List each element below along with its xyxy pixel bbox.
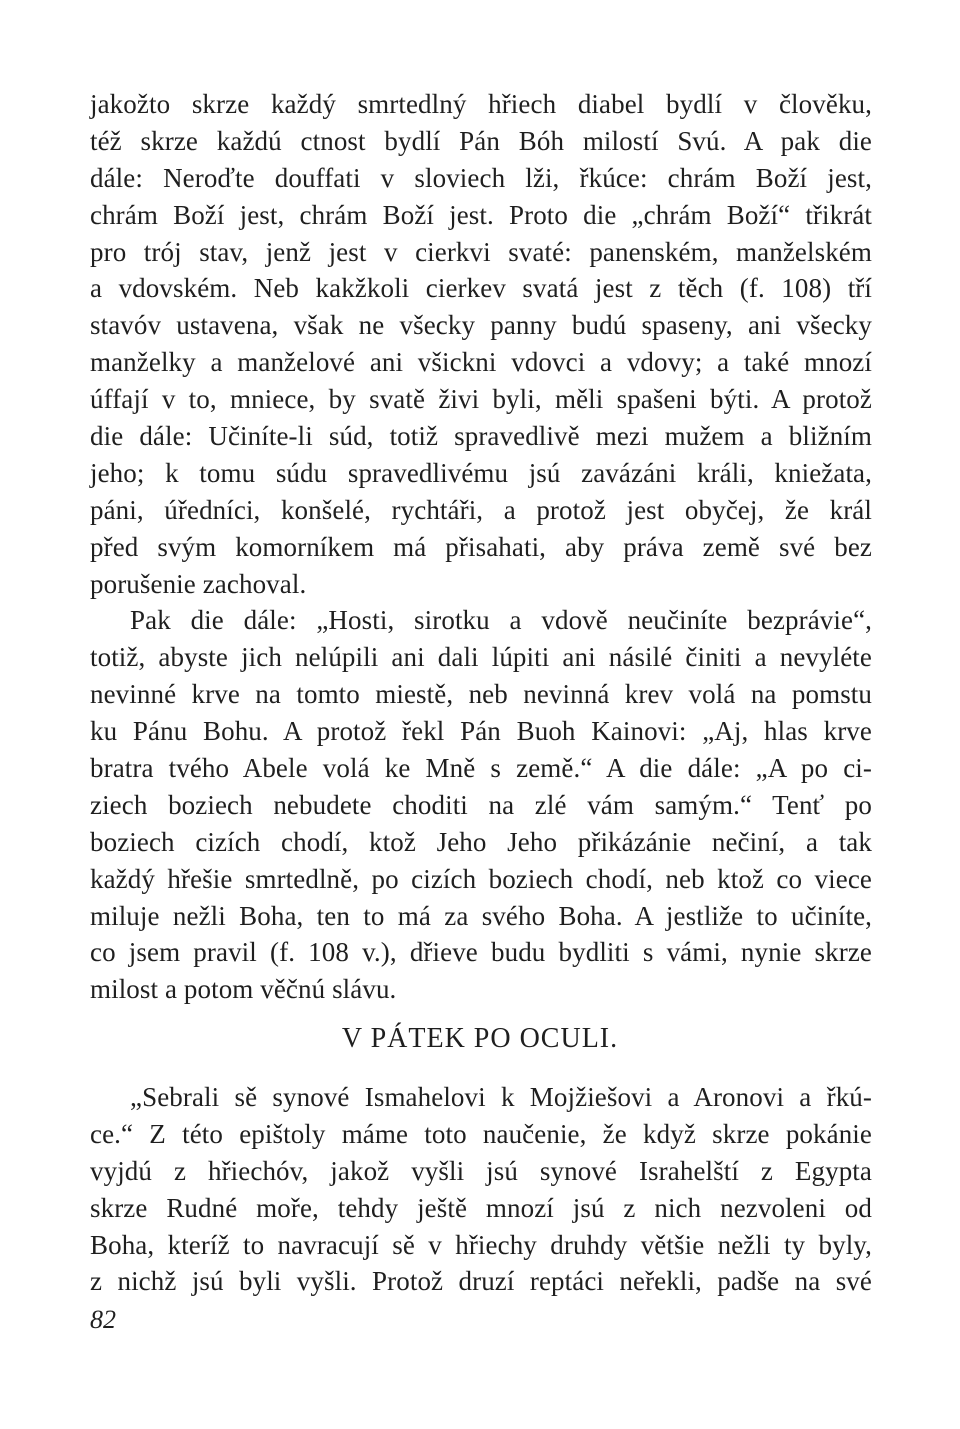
text-line: pro trój stav, jenž jest v cierkvi svaté: panenském, manželském: [90, 236, 872, 267]
text-line: totiž, abyste jich nelúpili ani dali lúpiti ani násilé činiti a nevyléte: [90, 642, 872, 673]
text-line: nevinné krve na tomto miestě, neb nevinná krev volá na pomstu: [90, 679, 872, 710]
text-line: páni, úředníci, konšelé, rychtáři, a protož jest obyčej, že král: [90, 494, 872, 525]
text-line: manželky a manželové ani všickni vdovci a vdovy; a také mnozí: [90, 347, 872, 378]
text-line: stavóv ustavena, však ne všecky panny budú spaseny, ani všecky: [90, 310, 872, 341]
text-line: skrze Rudné moře, tehdy ještě mnozí jsú z nich nezvoleni od: [90, 1192, 872, 1223]
text-block-top: [90, 86, 872, 1008]
paragraph-1: [90, 86, 872, 602]
text-line: die dále: Učiníte-li súd, totiž spravedlivě mezi mužem a bližním: [90, 421, 872, 452]
text-line: z nichž jsú byli vyšli. Protož druzí reptáci neřekli, padše na své: [90, 1266, 872, 1297]
text-line: dále: Neroďte douffati v sloviech lži, řkúce: chrám Boží jest,: [90, 162, 872, 193]
text-line: chrám Boží jest, chrám Boží jest. Proto die „chrám Boží“ třikrát: [90, 199, 872, 230]
text-line: „Sebrali sě synové Ismahelovi k Mojžiešovi a Aronovi a řkú-: [130, 1082, 872, 1112]
text-line: vyjdú z hřiechóv, jakož vyšli jsú synové Israhelští z Egypta: [90, 1155, 872, 1186]
text-line: porušenie zachoval.: [90, 568, 307, 599]
text-block-bottom: [90, 1079, 872, 1300]
text-line: miluje nežli Boha, ten to má za svého Boha. A jestliže to učiníte,: [90, 900, 872, 931]
page-number: 82: [90, 1305, 116, 1334]
text-line: milost a potom věčnú slávu.: [90, 974, 397, 1005]
text-line: ziech boziech nebudete choditi na zlé vám samým.“ Tenť po: [90, 789, 872, 820]
text-line: ce.“ Z této epištoly máme toto naučenie, že když skrze pokánie: [90, 1118, 872, 1149]
text-line: jakožto skrze každý smrtedlný hřiech diabel bydlí v člověku,: [90, 89, 872, 119]
paragraph-2: [90, 602, 872, 1008]
text-line: jeho; k tomu súdu spravedlivému jsú zavázáni králi, kniežata,: [90, 457, 872, 488]
text-line: a vdovském. Neb kakžkoli cierkev svatá jest z těch (f. 108) tří: [90, 273, 872, 304]
text-line: též skrze každú ctnost bydlí Pán Bóh milostí Svú. A pak die: [90, 125, 872, 156]
text-line: každý hřešie smrtedlně, po cizích boziech chodí, neb ktož co viece: [90, 863, 872, 894]
text-line: Pak die dále: „Hosti, sirotku a vdově neučiníte bezprávie“,: [130, 605, 872, 636]
text-line: bratra tvého Abele volá ke Mně s země.“ A die dále: „A po ci-: [90, 753, 872, 784]
text-line: úffají v to, mniece, by svatě živi byli, měli spašeni býti. A protož: [90, 384, 872, 415]
text-line: ku Pánu Bohu. A protož řekl Pán Buoh Kainovi: „Aj, hlas krve: [90, 716, 872, 747]
text-line: před svým komorníkem má přisahati, aby práva země své bez: [90, 531, 872, 562]
paragraph-3: [90, 1079, 872, 1300]
text-line: Boha, kteríž to navracují sě v hřiechy druhdy většie nežli ty byly,: [90, 1229, 872, 1260]
text-line: boziech cizích chodí, ktož Jeho Jeho přikázánie nečiní, a tak: [90, 826, 872, 857]
text-line: co jsem pravil (f. 108 v.), dřieve budu bydliti s vámi, nynie skrze: [90, 937, 872, 968]
section-heading: V PÁTEK PO OCULI.: [341, 1023, 619, 1054]
